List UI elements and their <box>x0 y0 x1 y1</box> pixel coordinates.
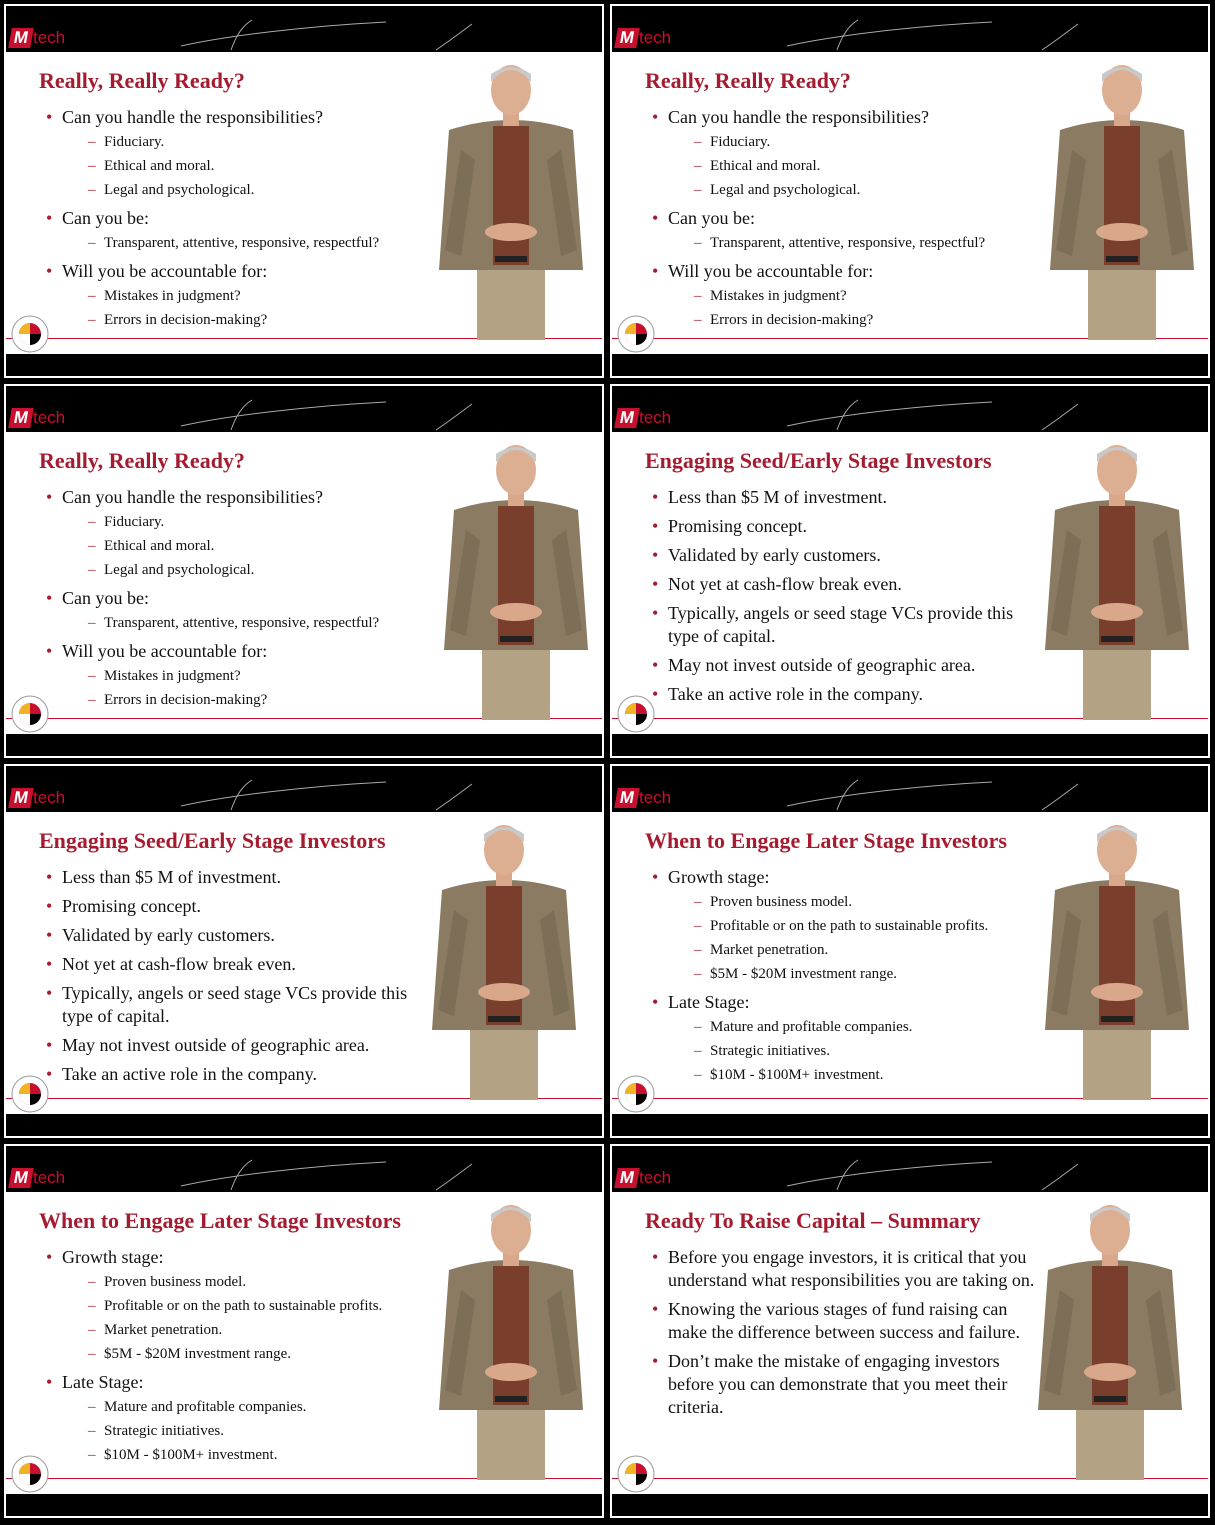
sub-bullet-text: Legal and psychological. <box>104 562 255 578</box>
dash-icon: – <box>88 158 96 174</box>
bullet-item <box>42 207 432 254</box>
bullet-item <box>648 106 1038 201</box>
bullet-item <box>648 1350 1038 1419</box>
bullet-text: Will you be accountable for: <box>62 261 268 281</box>
slide-content <box>612 432 1208 734</box>
sub-bullet-item <box>62 1272 432 1293</box>
slide-content <box>6 52 602 354</box>
slide-content <box>6 1192 602 1494</box>
logo-mark: M <box>8 408 34 428</box>
slide-header-bar <box>612 386 1208 432</box>
bullet-text: Not yet at cash-flow break even. <box>62 954 296 974</box>
sub-bullet-item <box>62 690 432 711</box>
slide-title: Engaging Seed/Early Stage Investors <box>39 828 386 853</box>
bullet-dot-icon: • <box>652 107 659 127</box>
sub-bullet-text: Ethical and moral. <box>104 538 215 554</box>
bullet-dot-icon: • <box>652 867 659 887</box>
dash-icon: – <box>88 1399 96 1415</box>
swoosh-decoration-icon <box>6 766 602 812</box>
dash-icon: – <box>88 1274 96 1290</box>
bullet-dot-icon: • <box>46 1035 53 1055</box>
sub-bullet-item <box>668 156 1038 177</box>
bullet-dot-icon: • <box>46 896 53 916</box>
bullet-dot-icon: • <box>46 641 53 661</box>
sub-bullet-item <box>62 613 432 634</box>
bullet-list <box>648 866 1038 1092</box>
bullet-text: Typically, angels or seed stage VCs provide this type of capital. <box>62 983 408 1026</box>
bullet-dot-icon: • <box>652 1247 659 1267</box>
logo-text: tech <box>639 788 672 807</box>
sub-bullet-item <box>62 1320 432 1341</box>
bullet-text: Can you be: <box>668 208 755 228</box>
bullet-text: Can you be: <box>62 208 149 228</box>
video-frame[interactable] <box>6 386 602 756</box>
bullet-text: Typically, angels or seed stage VCs provide this type of capital. <box>668 603 1014 646</box>
sub-bullet-item <box>668 1017 1038 1038</box>
bullet-dot-icon: • <box>46 983 53 1003</box>
video-frame[interactable] <box>6 6 602 376</box>
dash-icon: – <box>88 562 96 578</box>
sub-bullet-item <box>668 310 1038 331</box>
bullet-dot-icon: • <box>46 588 53 608</box>
slide-content <box>6 432 602 734</box>
dash-icon: – <box>88 514 96 530</box>
sub-bullet-text: Transparent, attentive, responsive, respectful? <box>710 235 986 251</box>
presenter-figure-icon <box>431 1200 591 1480</box>
sub-bullet-text: Market penetration. <box>710 942 829 958</box>
sub-bullet-item <box>62 512 432 533</box>
bullet-dot-icon: • <box>652 1351 659 1371</box>
dash-icon: – <box>88 1298 96 1314</box>
sub-bullet-text: Errors in decision-making? <box>104 692 268 708</box>
dash-icon: – <box>694 1019 702 1035</box>
dash-icon: – <box>694 182 702 198</box>
university-of-maryland-seal-icon <box>616 314 656 354</box>
bullet-text: May not invest outside of geographic area. <box>62 1035 370 1055</box>
logo-mark: M <box>614 788 640 808</box>
video-control-bar[interactable] <box>612 734 1208 756</box>
logo-mark: M <box>8 28 34 48</box>
sub-bullet-item <box>668 132 1038 153</box>
logo-text: tech <box>33 28 66 47</box>
dash-icon: – <box>88 182 96 198</box>
bullet-dot-icon: • <box>46 208 53 228</box>
bullet-item <box>42 953 432 976</box>
bullet-text: Take an active role in the company. <box>668 684 923 704</box>
video-control-bar[interactable] <box>6 734 602 756</box>
video-frame[interactable] <box>612 1146 1208 1516</box>
slide-header-bar <box>6 766 602 812</box>
university-of-maryland-seal-icon <box>10 694 50 734</box>
logo-mark: M <box>614 1168 640 1188</box>
bullet-dot-icon: • <box>46 925 53 945</box>
dash-icon: – <box>694 1067 702 1083</box>
dash-icon: – <box>694 966 702 982</box>
dash-icon: – <box>88 235 96 251</box>
bullet-text: Before you engage investors, it is critical that you understand what responsibilities you are taking on. <box>668 1247 1035 1290</box>
bullet-item <box>42 924 432 947</box>
bullet-dot-icon: • <box>46 954 53 974</box>
bullet-item <box>648 486 1038 509</box>
video-control-bar[interactable] <box>612 1494 1208 1516</box>
sub-bullet-text: Fiduciary. <box>104 134 165 150</box>
logo-text: tech <box>33 788 66 807</box>
bullet-item <box>42 1246 432 1365</box>
sub-bullet-item <box>62 233 432 254</box>
sub-bullet-text: Strategic initiatives. <box>710 1043 830 1059</box>
sub-bullet-text: Strategic initiatives. <box>104 1423 224 1439</box>
dash-icon: – <box>88 1322 96 1338</box>
dash-icon: – <box>694 235 702 251</box>
dash-icon: – <box>88 134 96 150</box>
sub-bullet-item <box>62 1344 432 1365</box>
sub-bullet-text: Profitable or on the path to sustainable profits. <box>710 918 989 934</box>
sub-bullet-item <box>668 1041 1038 1062</box>
sub-bullet-text: Mistakes in judgment? <box>104 668 241 684</box>
slide-header-bar <box>612 6 1208 52</box>
bullet-dot-icon: • <box>652 655 659 675</box>
sub-bullet-text: Errors in decision-making? <box>710 312 874 328</box>
slide-header-bar <box>6 6 602 52</box>
university-of-maryland-seal-icon <box>616 1074 656 1114</box>
bullet-item <box>42 1371 432 1466</box>
dash-icon: – <box>694 288 702 304</box>
bullet-list <box>42 1246 432 1472</box>
bullet-dot-icon: • <box>46 867 53 887</box>
bullet-text: Promising concept. <box>668 516 807 536</box>
sub-bullet-text: $10M - $100M+ investment. <box>710 1067 884 1083</box>
dash-icon: – <box>694 1043 702 1059</box>
bullet-item <box>42 1034 432 1057</box>
bullet-item <box>42 106 432 201</box>
sub-bullet-item <box>668 964 1038 985</box>
slide-content <box>612 1192 1208 1494</box>
bullet-list <box>648 1246 1038 1425</box>
bullet-text: Don’t make the mistake of engaging investors before you can demonstrate that you meet their criteria. <box>668 1351 1008 1417</box>
bullet-item <box>648 573 1038 596</box>
presenter-figure-icon <box>1042 60 1202 340</box>
bullet-item <box>648 866 1038 985</box>
sub-bullet-text: $5M - $20M investment range. <box>104 1346 292 1362</box>
sub-bullet-item <box>668 892 1038 913</box>
sub-bullet-item <box>62 1397 432 1418</box>
sub-bullet-text: Proven business model. <box>104 1274 247 1290</box>
sub-bullet-text: Ethical and moral. <box>104 158 215 174</box>
presenter-figure-icon <box>436 440 596 720</box>
bullet-dot-icon: • <box>46 261 53 281</box>
bullet-dot-icon: • <box>46 1372 53 1392</box>
sub-bullet-text: Mistakes in judgment? <box>104 288 241 304</box>
video-frame[interactable] <box>6 1146 602 1516</box>
dash-icon: – <box>88 668 96 684</box>
sub-bullet-text: Errors in decision-making? <box>104 312 268 328</box>
bullet-dot-icon: • <box>652 208 659 228</box>
bullet-text: Less than $5 M of investment. <box>668 487 887 507</box>
bullet-text: Can you handle the responsibilities? <box>668 107 929 127</box>
bullet-text: Take an active role in the company. <box>62 1064 317 1084</box>
dash-icon: – <box>694 894 702 910</box>
sub-bullet-item <box>668 286 1038 307</box>
bullet-dot-icon: • <box>46 1064 53 1084</box>
bullet-dot-icon: • <box>652 992 659 1012</box>
bullet-text: Growth stage: <box>62 1247 164 1267</box>
slide-header-bar <box>612 1146 1208 1192</box>
university-of-maryland-seal-icon <box>10 1454 50 1494</box>
bullet-dot-icon: • <box>652 261 659 281</box>
swoosh-decoration-icon <box>6 386 602 432</box>
logo-text: tech <box>33 408 66 427</box>
bullet-item <box>648 602 1038 648</box>
dash-icon: – <box>88 538 96 554</box>
dash-icon: – <box>88 312 96 328</box>
logo-mark: M <box>8 788 34 808</box>
video-control-bar[interactable] <box>6 1494 602 1516</box>
bullet-text: Can you handle the responsibilities? <box>62 107 323 127</box>
bullet-dot-icon: • <box>652 516 659 536</box>
bullet-item <box>42 640 432 711</box>
slide-title: When to Engage Later Stage Investors <box>39 1208 401 1233</box>
bullet-item <box>648 991 1038 1086</box>
sub-bullet-text: Fiduciary. <box>710 134 771 150</box>
university-of-maryland-seal-icon <box>10 1074 50 1114</box>
dash-icon: – <box>88 1447 96 1463</box>
sub-bullet-item <box>62 180 432 201</box>
logo-text: tech <box>639 1168 672 1187</box>
slide-content <box>612 52 1208 354</box>
video-control-bar[interactable] <box>612 1114 1208 1136</box>
bullet-dot-icon: • <box>652 574 659 594</box>
presenter-figure-icon <box>1037 820 1197 1100</box>
bullet-dot-icon: • <box>46 107 53 127</box>
bullet-text: Validated by early customers. <box>62 925 275 945</box>
sub-bullet-text: Legal and psychological. <box>710 182 861 198</box>
bullet-text: Less than $5 M of investment. <box>62 867 281 887</box>
dash-icon: – <box>88 1346 96 1362</box>
sub-bullet-item <box>62 560 432 581</box>
bullet-item <box>42 895 432 918</box>
bullet-list <box>42 486 432 717</box>
video-frame[interactable] <box>6 766 602 1136</box>
bullet-list <box>648 106 1038 337</box>
sub-bullet-item <box>62 1445 432 1466</box>
logo-text: tech <box>33 1168 66 1187</box>
dash-icon: – <box>88 692 96 708</box>
sub-bullet-text: Profitable or on the path to sustainable profits. <box>104 1298 383 1314</box>
bullet-item <box>648 207 1038 254</box>
bullet-dot-icon: • <box>652 684 659 704</box>
dash-icon: – <box>694 942 702 958</box>
slide-title: Really, Really Ready? <box>39 448 245 473</box>
swoosh-decoration-icon <box>612 6 1208 52</box>
bullet-text: Validated by early customers. <box>668 545 881 565</box>
video-frame[interactable] <box>612 766 1208 1136</box>
slide-title: Really, Really Ready? <box>645 68 851 93</box>
presenter-figure-icon <box>1030 1200 1190 1480</box>
video-control-bar[interactable] <box>6 354 602 376</box>
sub-bullet-text: Mistakes in judgment? <box>710 288 847 304</box>
dash-icon: – <box>88 1423 96 1439</box>
bullet-text: Not yet at cash-flow break even. <box>668 574 902 594</box>
bullet-dot-icon: • <box>652 487 659 507</box>
slide-title: Engaging Seed/Early Stage Investors <box>645 448 992 473</box>
bullet-item <box>648 1298 1038 1344</box>
bullet-item <box>42 260 432 331</box>
sub-bullet-item <box>62 132 432 153</box>
sub-bullet-item <box>668 1065 1038 1086</box>
dash-icon: – <box>694 158 702 174</box>
slide-title: When to Engage Later Stage Investors <box>645 828 1007 853</box>
logo-text: tech <box>639 28 672 47</box>
bullet-item <box>42 486 432 581</box>
swoosh-decoration-icon <box>612 766 1208 812</box>
sub-bullet-text: Mature and profitable companies. <box>710 1019 913 1035</box>
bullet-dot-icon: • <box>652 545 659 565</box>
swoosh-decoration-icon <box>6 6 602 52</box>
sub-bullet-text: $5M - $20M investment range. <box>710 966 898 982</box>
bullet-text: Knowing the various stages of fund raising can make the difference between success and failure. <box>668 1299 1020 1342</box>
sub-bullet-item <box>62 310 432 331</box>
university-of-maryland-seal-icon <box>10 314 50 354</box>
slide-title: Really, Really Ready? <box>39 68 245 93</box>
bullet-text: Promising concept. <box>62 896 201 916</box>
sub-bullet-item <box>668 916 1038 937</box>
sub-bullet-item <box>668 180 1038 201</box>
sub-bullet-item <box>62 536 432 557</box>
logo-mark: M <box>614 408 640 428</box>
presenter-figure-icon <box>1037 440 1197 720</box>
sub-bullet-text: $10M - $100M+ investment. <box>104 1447 278 1463</box>
dash-icon: – <box>694 312 702 328</box>
bullet-item <box>648 654 1038 677</box>
sub-bullet-item <box>62 666 432 687</box>
bullet-list <box>42 106 432 337</box>
sub-bullet-text: Transparent, attentive, responsive, respectful? <box>104 235 380 251</box>
bullet-text: Can you handle the responsibilities? <box>62 487 323 507</box>
slide-header-bar <box>612 766 1208 812</box>
sub-bullet-item <box>62 1421 432 1442</box>
bullet-dot-icon: • <box>652 1299 659 1319</box>
video-control-bar[interactable] <box>6 1114 602 1136</box>
video-frame[interactable] <box>612 386 1208 756</box>
bullet-dot-icon: • <box>652 603 659 623</box>
slide-header-bar <box>6 386 602 432</box>
bullet-item <box>42 866 432 889</box>
slide-header-bar <box>6 1146 602 1192</box>
sub-bullet-text: Proven business model. <box>710 894 853 910</box>
logo-mark: M <box>614 28 640 48</box>
bullet-item <box>648 1246 1038 1292</box>
bullet-text: Will you be accountable for: <box>668 261 874 281</box>
sub-bullet-text: Fiduciary. <box>104 514 165 530</box>
bullet-dot-icon: • <box>46 487 53 507</box>
bullet-text: Late Stage: <box>62 1372 144 1392</box>
dash-icon: – <box>88 615 96 631</box>
swoosh-decoration-icon <box>612 1146 1208 1192</box>
dash-icon: – <box>88 288 96 304</box>
video-frame[interactable] <box>612 6 1208 376</box>
swoosh-decoration-icon <box>6 1146 602 1192</box>
bullet-item <box>648 515 1038 538</box>
bullet-item <box>648 683 1038 706</box>
logo-mark: M <box>8 1168 34 1188</box>
slide-content <box>6 812 602 1114</box>
bullet-dot-icon: • <box>46 1247 53 1267</box>
sub-bullet-item <box>62 1296 432 1317</box>
bullet-item <box>42 1063 432 1086</box>
bullet-text: Growth stage: <box>668 867 770 887</box>
sub-bullet-text: Legal and psychological. <box>104 182 255 198</box>
bullet-text: Can you be: <box>62 588 149 608</box>
dash-icon: – <box>694 918 702 934</box>
sub-bullet-text: Transparent, attentive, responsive, respectful? <box>104 615 380 631</box>
university-of-maryland-seal-icon <box>616 694 656 734</box>
sub-bullet-text: Market penetration. <box>104 1322 223 1338</box>
sub-bullet-text: Ethical and moral. <box>710 158 821 174</box>
presenter-figure-icon <box>424 820 584 1100</box>
presenter-figure-icon <box>431 60 591 340</box>
dash-icon: – <box>694 134 702 150</box>
bullet-item <box>648 260 1038 331</box>
bullet-item <box>42 982 432 1028</box>
sub-bullet-item <box>668 233 1038 254</box>
university-of-maryland-seal-icon <box>616 1454 656 1494</box>
slide-content <box>612 812 1208 1114</box>
slide-title: Ready To Raise Capital – Summary <box>645 1208 981 1233</box>
sub-bullet-item <box>668 940 1038 961</box>
bullet-list <box>42 866 432 1092</box>
logo-text: tech <box>639 408 672 427</box>
bullet-item <box>648 544 1038 567</box>
bullet-item <box>42 587 432 634</box>
sub-bullet-text: Mature and profitable companies. <box>104 1399 307 1415</box>
bullet-text: Will you be accountable for: <box>62 641 268 661</box>
video-control-bar[interactable] <box>612 354 1208 376</box>
swoosh-decoration-icon <box>612 386 1208 432</box>
sub-bullet-item <box>62 286 432 307</box>
sub-bullet-item <box>62 156 432 177</box>
bullet-text: May not invest outside of geographic area. <box>668 655 976 675</box>
bullet-list <box>648 486 1038 712</box>
bullet-text: Late Stage: <box>668 992 750 1012</box>
